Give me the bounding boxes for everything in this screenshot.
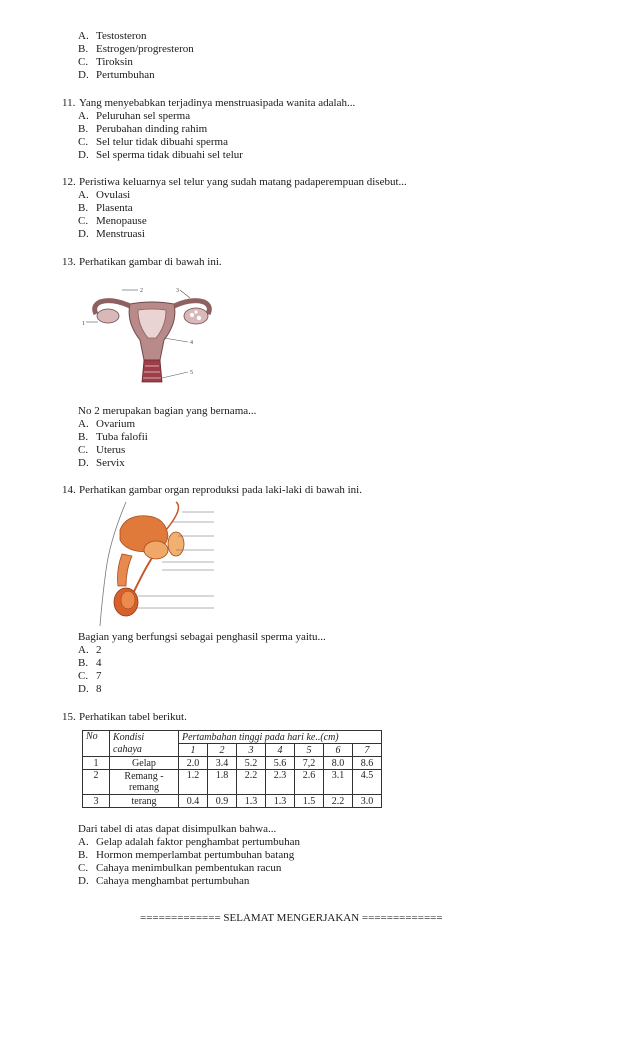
option: A. Testosteron [78,30,147,42]
option: A. 2 [78,644,102,656]
option: C. Uterus [78,444,126,456]
option: D. Servix [78,457,125,469]
table-header: 1 [179,744,208,757]
figure-label: 4 [190,340,193,346]
table-header: 5 [295,744,324,757]
option: A. Ovulasi [78,189,131,201]
table-header: cahaya [110,744,179,757]
option: C. Menopause [78,215,147,227]
option: B. Hormon memperlambat pertumbuhan batang [78,849,295,861]
option: B. Perubahan dinding rahim [78,123,208,135]
option: D. Sel sperma tidak dibuahi sel telur [78,149,243,161]
female-reproductive-figure [82,282,222,392]
figure-label: 1 [82,321,85,327]
table-header: 2 [208,744,237,757]
table-header: 6 [324,744,353,757]
table-header: No [83,731,110,757]
option: D. Pertumbuhan [78,69,155,81]
question-14-sub: Bagian yang berfungsi sebagai penghasil sperma yaitu... [78,631,326,643]
option: C. 7 [78,670,102,682]
footer-text: ============= SELAMAT MENGERJAKAN ============= [140,912,443,924]
table-header: 4 [266,744,295,757]
option: B. Plasenta [78,202,133,214]
table-row: 2 Remang - remang 1.2 1.8 2.2 2.3 2.6 3.1 4.5 [83,770,382,795]
option: D. 8 [78,683,102,695]
option: C. Tiroksin [78,56,133,68]
option: B. Tuba falofii [78,431,148,443]
option: A. Ovarium [78,418,136,430]
male-reproductive-figure [92,500,222,628]
question-14: 14. Perhatikan gambar organ reproduksi pada laki-laki di bawah ini. [62,484,362,496]
table-header: Kondisi [110,731,179,744]
figure-label: 2 [140,288,143,294]
option: D. Cahaya menghambat pertumbuhan [78,875,250,887]
table-row: 1 Gelap 2.0 3.4 5.2 5.6 7,2 8.0 8.6 [83,757,382,770]
figure-label: 5 [190,370,193,376]
option: A. Gelap adalah faktor penghambat pertumbuhan [78,836,301,848]
question-15: 15. Perhatikan tabel berikut. [62,711,187,723]
question-11: 11. Yang menyebabkan terjadinya menstruasipada wanita adalah... [62,97,356,109]
question-13: 13. Perhatikan gambar di bawah ini. [62,256,222,268]
question-12: 12. Peristiwa keluarnya sel telur yang sudah matang padaperempuan disebut... [62,176,407,188]
option: C. Sel telur tidak dibuahi sperma [78,136,228,148]
table-header: 7 [353,744,382,757]
option: D. Menstruasi [78,228,145,240]
option: B. Estrogen/progresteron [78,43,194,55]
option: C. Cahaya menimbulkan pembentukan racun [78,862,282,874]
figure-label: 3 [176,288,179,294]
question-15-sub: Dari tabel di atas dapat disimpulkan bahwa... [78,823,277,835]
table-row: 3 terang 0.4 0.9 1.3 1.3 1.5 2.2 3.0 [83,795,382,808]
question-13-sub: No 2 merupakan bagian yang bernama... [78,405,257,417]
option: A. Peluruhan sel sperma [78,110,191,122]
table-header: Pertambahan tinggi pada hari ke..(cm) [179,731,382,744]
table-header: 3 [237,744,266,757]
growth-table [82,730,382,808]
option: B. 4 [78,657,102,669]
